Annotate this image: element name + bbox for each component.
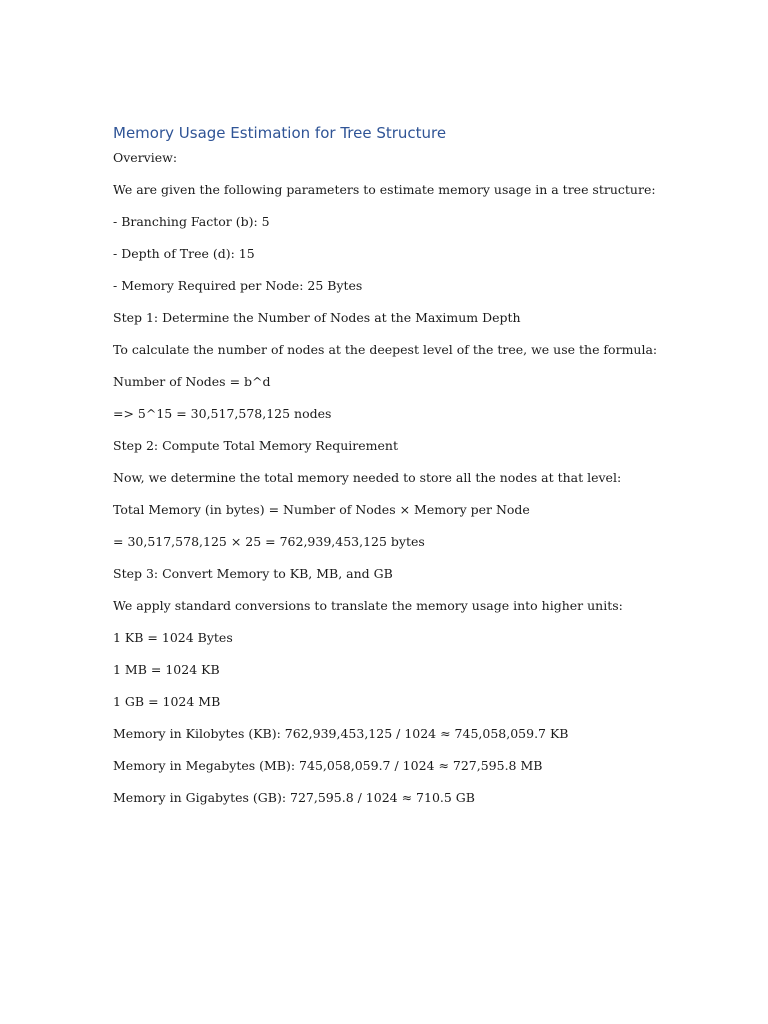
paragraph-overview: Overview: <box>113 150 178 165</box>
paragraph-intro: We are given the following parameters to estimate memory usage in a tree structure: <box>113 182 656 197</box>
param-memory-per-node: - Memory Required per Node: 25 Bytes <box>113 278 363 293</box>
result-kilobytes: Memory in Kilobytes (KB): 762,939,453,125 / 1024 ≈ 745,058,059.7 KB <box>113 726 569 741</box>
result-gigabytes: Memory in Gigabytes (GB): 727,595.8 / 1024 ≈ 710.5 GB <box>113 790 475 805</box>
formula-total-memory: Total Memory (in bytes) = Number of Nodes × Memory per Node <box>113 502 530 517</box>
step-2-description: Now, we determine the total memory needed to store all the nodes at that level: <box>113 470 622 485</box>
document-title: Memory Usage Estimation for Tree Structure <box>113 124 447 142</box>
result-nodes: => 5^15 = 30,517,578,125 nodes <box>113 406 332 421</box>
result-total-memory: = 30,517,578,125 × 25 = 762,939,453,125 bytes <box>113 534 425 549</box>
param-branching-factor: - Branching Factor (b): 5 <box>113 214 270 229</box>
conversion-gb: 1 GB = 1024 MB <box>113 694 221 709</box>
step-1-heading: Step 1: Determine the Number of Nodes at the Maximum Depth <box>113 310 521 325</box>
step-3-description: We apply standard conversions to translate the memory usage into higher units: <box>113 598 623 613</box>
document-body <box>113 150 713 822</box>
param-depth: - Depth of Tree (d): 15 <box>113 246 255 261</box>
step-2-heading: Step 2: Compute Total Memory Requirement <box>113 438 398 453</box>
conversion-kb: 1 KB = 1024 Bytes <box>113 630 233 645</box>
conversion-mb: 1 MB = 1024 KB <box>113 662 220 677</box>
formula-nodes: Number of Nodes = b^d <box>113 374 271 389</box>
step-1-description: To calculate the number of nodes at the deepest level of the tree, we use the formula: <box>113 342 658 357</box>
result-megabytes: Memory in Megabytes (MB): 745,058,059.7 / 1024 ≈ 727,595.8 MB <box>113 758 543 773</box>
step-3-heading: Step 3: Convert Memory to KB, MB, and GB <box>113 566 393 581</box>
